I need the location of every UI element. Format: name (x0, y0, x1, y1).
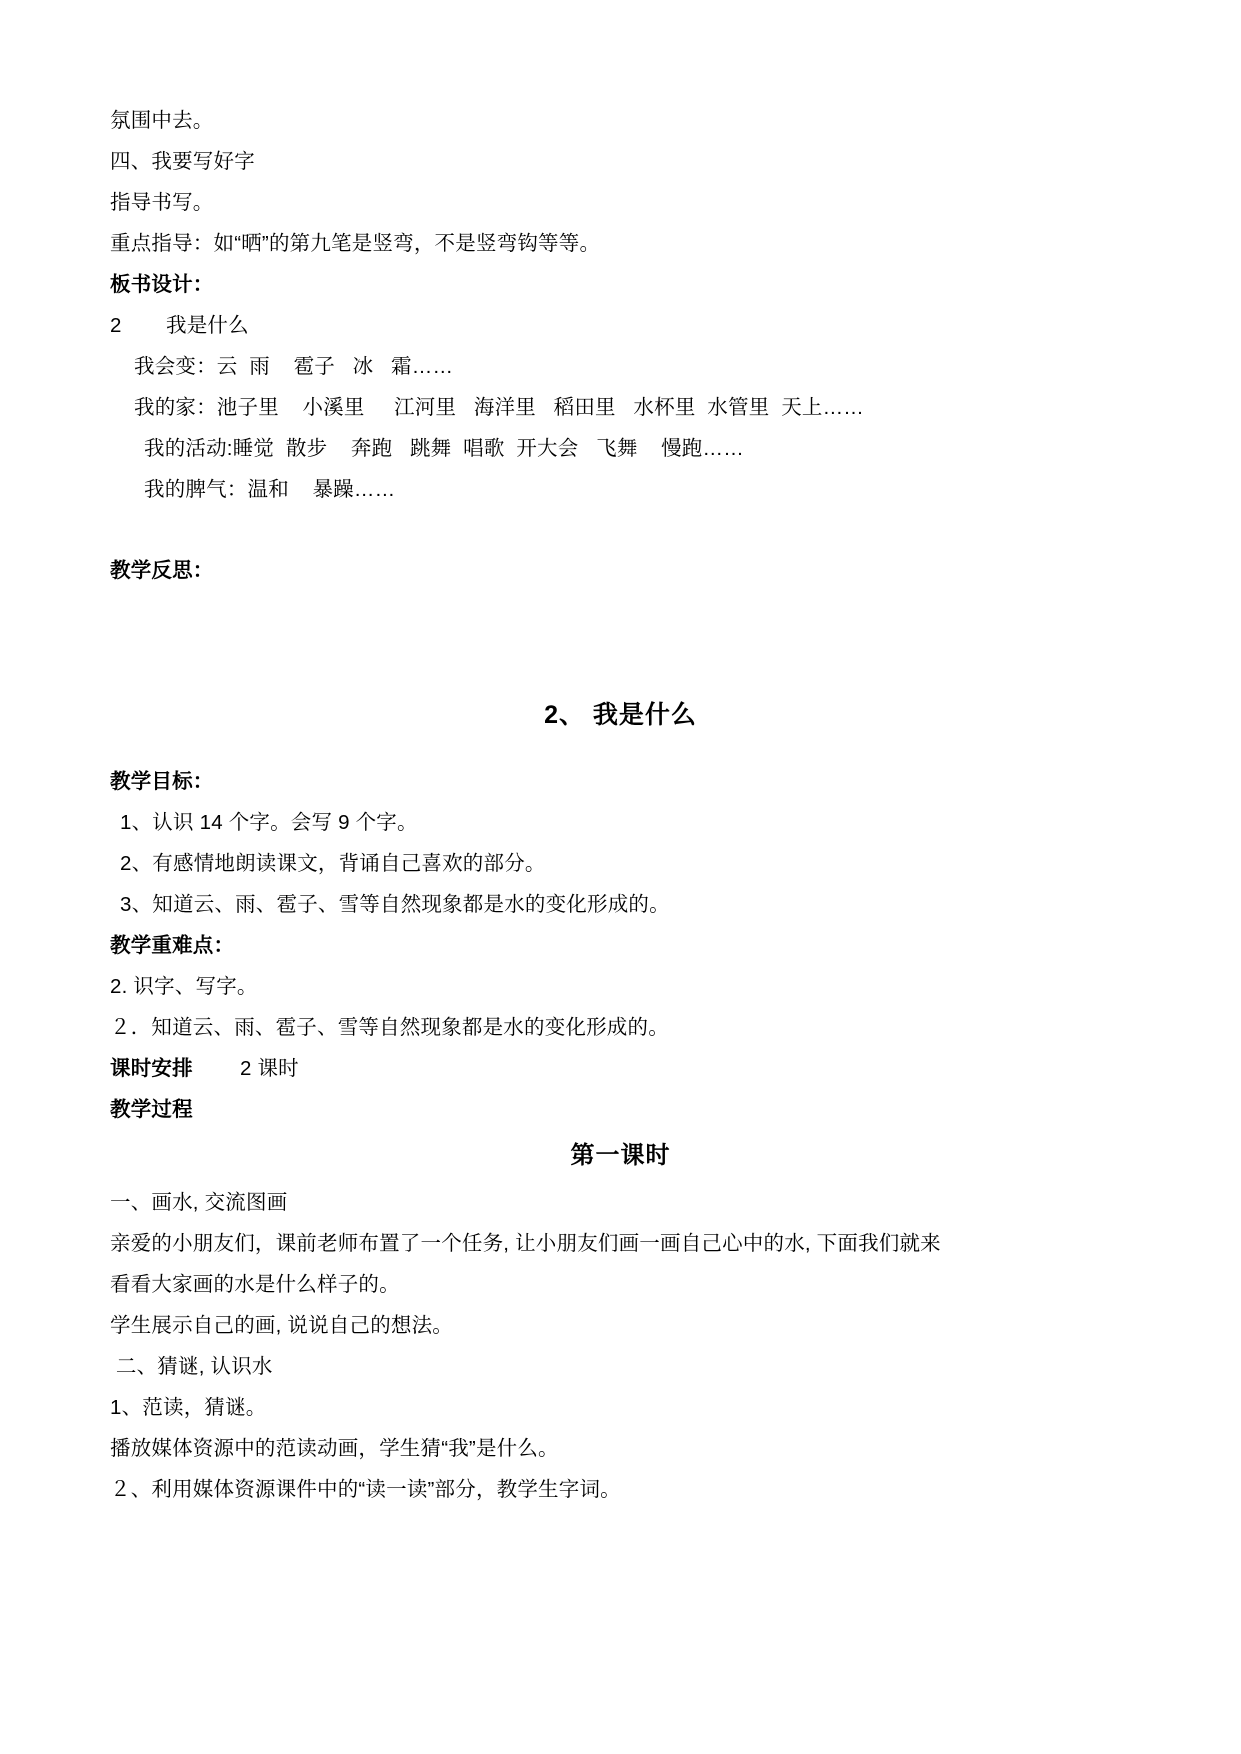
page-break-spacer (110, 591, 1131, 687)
blackboard-title-number: 2 (110, 314, 122, 337)
body-line: 学生展示自己的画, 说说自己的想法。 (110, 1314, 453, 1337)
class-schedule-label: 课时安排 (110, 1057, 193, 1080)
body-line: 看看大家画的水是什么样子的。 (110, 1273, 400, 1296)
body-line: 一、画水, 交流图画 (110, 1191, 288, 1214)
body-line: 指导书写。 (110, 191, 214, 214)
body-line: 二、猜谜, 认识水 (110, 1355, 273, 1378)
class-schedule-value-text: 2 课时 (239, 1057, 299, 1080)
lesson-section (110, 687, 1131, 1510)
class-schedule-row (110, 1048, 1131, 1089)
blackboard-row: 我的脾气：温和 暴躁…… (144, 478, 396, 501)
teaching-difficulty-heading: 教学重难点： (110, 934, 235, 957)
section-spacer (110, 510, 1131, 550)
teaching-goal-item: 2、有感情地朗读课文，背诵自己喜欢的部分。 (120, 852, 546, 875)
body-line: 氛围中去。 (110, 109, 214, 132)
body-line: 1、范读，猜谜。 (110, 1396, 267, 1419)
teaching-goal-item: 3、知道云、雨、雹子、雪等自然现象都是水的变化形成的。 (120, 893, 670, 916)
body-line: 重点指导：如“晒”的第九笔是竖弯，不是竖弯钩等等。 (110, 232, 601, 255)
teaching-difficulty-item: ２．知道云、雨、雹子、雪等自然现象都是水的变化形成的。 (110, 1016, 669, 1039)
teaching-goal-item: 1、认识 14 个字。会写 9 个字。 (120, 811, 418, 834)
blackboard-title-text: 我是什么 (166, 314, 249, 337)
body-line: 四、我要写好字 (110, 150, 255, 173)
body-line: 亲爱的小朋友们，课前老师布置了一个任务, 让小朋友们画一画自己心中的水, 下面我们就来 (110, 1232, 941, 1255)
blackboard-row: 我的活动:睡觉 散步 奔跑 跳舞 唱歌 开大会 飞舞 慢跑…… (144, 437, 744, 460)
teaching-difficulty-item: 2. 识字、写字。 (110, 975, 258, 998)
blackboard-row: 我会变：云 雨 雹子 冰 霜…… (134, 355, 454, 378)
class-schedule-value (193, 1057, 240, 1080)
top-section (110, 100, 1131, 591)
body-line: ２、利用媒体资源课件中的“读一读”部分，教学生字词。 (110, 1478, 621, 1501)
period-title: 第一课时 (570, 1142, 671, 1169)
teaching-goals-heading: 教学目标： (110, 770, 214, 793)
title-spacer (110, 743, 1131, 761)
blackboard-title (110, 305, 1131, 346)
body-line: 播放媒体资源中的范读动画，学生猜“我”是什么。 (110, 1437, 559, 1460)
teaching-reflection-heading: 教学反思： (110, 559, 214, 582)
teaching-process-heading: 教学过程 (110, 1098, 193, 1121)
blackboard-design-heading: 板书设计： (110, 273, 214, 296)
lesson-title: 2、 我是什么 (544, 701, 697, 729)
blackboard-row: 我的家：池子里 小溪里 江河里 海洋里 稻田里 水杯里 水管里 天上…… (134, 396, 865, 419)
